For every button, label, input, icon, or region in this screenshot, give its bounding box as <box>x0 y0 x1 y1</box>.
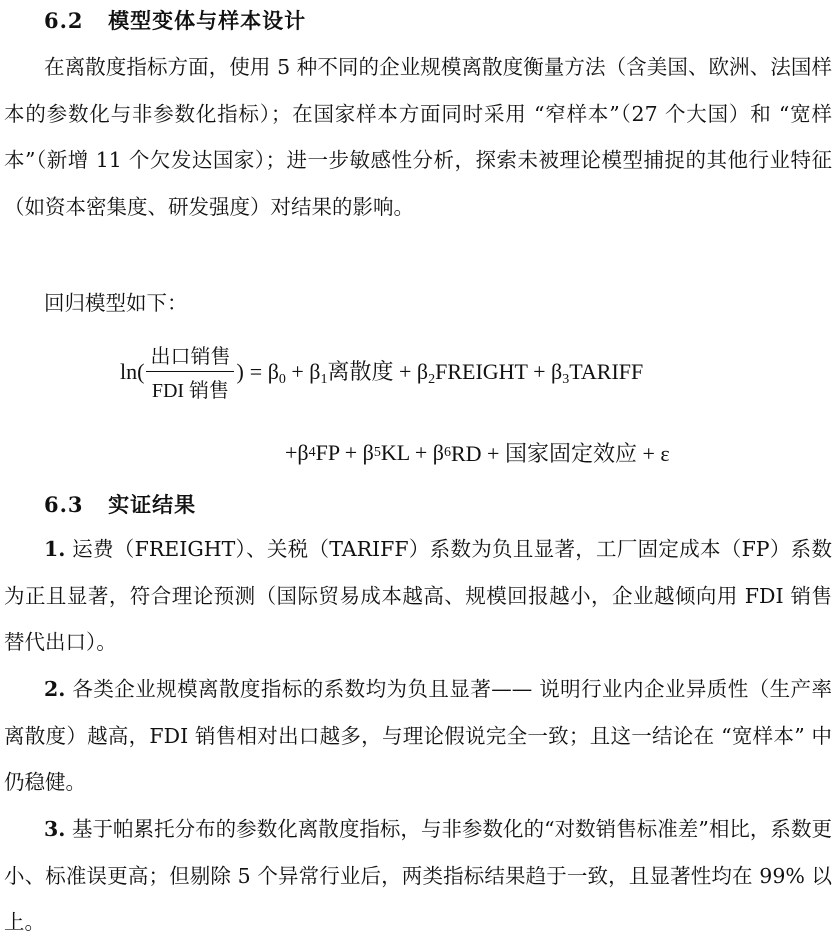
regression-formula-line1 <box>120 340 643 403</box>
regression-formula-line2 <box>285 437 670 468</box>
term: RD + 国家固定效应 + ε <box>451 441 670 466</box>
subscript: 0 <box>278 372 286 387</box>
term: +β <box>285 439 309 465</box>
formula-ln: ln( <box>120 358 145 384</box>
result-item-3 <box>4 806 832 946</box>
term: FREIGHT + β <box>435 359 563 384</box>
result-number: 1. <box>44 537 66 561</box>
section-title: 实证结果 <box>108 492 197 517</box>
regression-intro: 回归模型如下： <box>44 291 188 315</box>
formula-rhs-1 <box>250 355 643 388</box>
section-heading-6-2 <box>44 5 306 35</box>
result-item-2 <box>4 666 832 806</box>
result-text: 各类企业规模离散度指标的系数均为负且显著—— 说明行业内企业异质性（生产率离散度）越高，FDI 销售相对出口越多，与理论假说完全一致；且这一结论在 “宽样本” 中仍稳健。 <box>4 677 832 794</box>
subscript: 5 <box>373 444 381 460</box>
formula-fraction <box>146 340 234 403</box>
result-item-1 <box>4 526 832 666</box>
term: KL + β <box>380 439 444 465</box>
section-number: 6.2 <box>44 8 84 33</box>
subscript: 4 <box>308 444 316 460</box>
subscript: 2 <box>428 372 436 387</box>
formula-denominator: FDI 销售 <box>151 380 230 402</box>
section-number: 6.3 <box>44 492 84 517</box>
result-text: 基于帕累托分布的参数化离散度指标，与非参数化的“对数销售标准差”相比，系数更小、标准误更高；但剔除 5 个异常行业后，两类指标结果趋于一致，且显著性均在 99% 以上。 <box>4 817 832 934</box>
term: FP + β <box>315 439 374 465</box>
section-heading-6-3 <box>44 489 196 519</box>
result-text: 运费（FREIGHT）、关税（TARIFF）系数为负且显著，工厂固定成本（FP）系数为正且显著，符合理论预测（国际贸易成本越高、规模回报越小，企业越倾向用 FDI 销售替代出口）。 <box>4 537 832 654</box>
paragraph-dispersion: 在离散度指标方面，使用 5 种不同的企业规模离散度衡量方法（含美国、欧洲、法国样本的参数化与非参数化指标）；在国家样本方面同时采用 “窄样本”（27 个大国）和 “宽样本”（新增 11 个欠发达国家）；进一步敏感性分析，探索未被理论模型捕捉的其他行业特征（如资本密集度、研发强度）对结果的影响。 <box>4 55 832 219</box>
term: = β <box>249 359 279 384</box>
term: + β <box>285 359 321 384</box>
formula-close-paren: ) <box>236 358 244 384</box>
subscript: 3 <box>562 372 570 387</box>
term: TARIFF <box>569 359 644 384</box>
formula-numerator: 出口销售 <box>146 340 234 372</box>
subscript: 6 <box>444 444 451 460</box>
subscript: 1 <box>320 372 328 387</box>
result-number: 3. <box>44 817 66 841</box>
section-title: 模型变体与样本设计 <box>108 8 307 33</box>
result-number: 2. <box>44 677 66 701</box>
term: 离散度 + β <box>327 359 429 384</box>
